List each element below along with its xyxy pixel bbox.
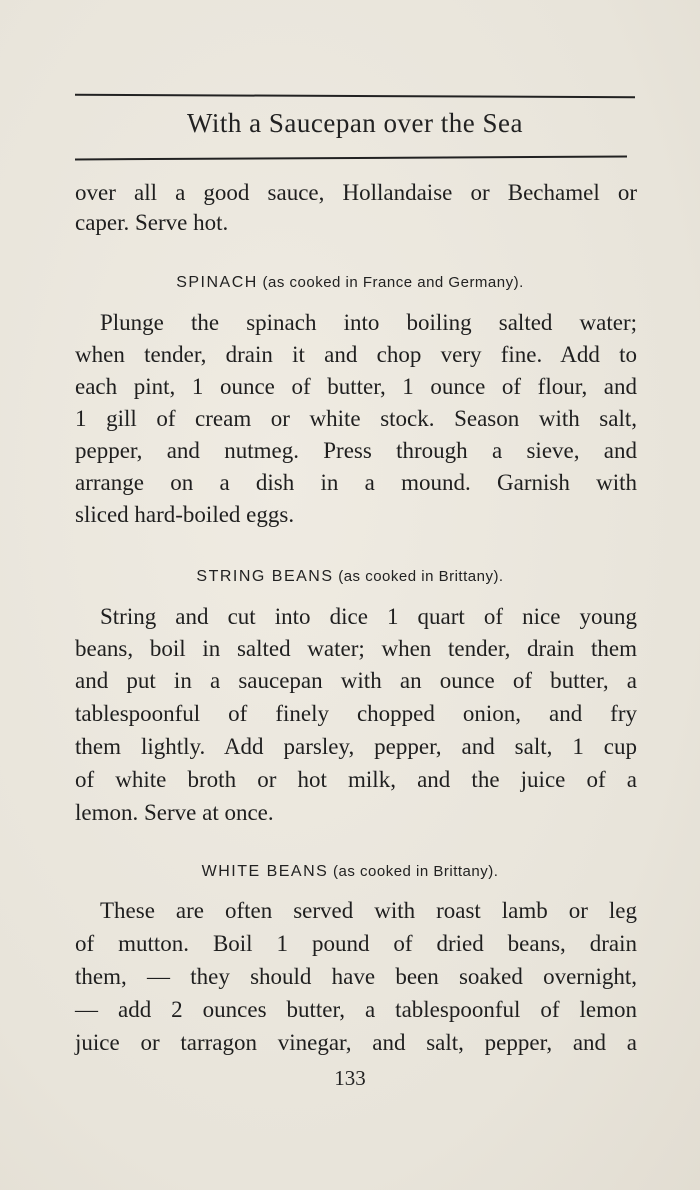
- paragraph-line: lemon. Serve at once.: [75, 800, 274, 825]
- header-rule-bottom: [75, 156, 627, 160]
- section-heading-string-beans: [0, 568, 700, 586]
- paragraph-line: sliced hard-boiled eggs.: [75, 502, 295, 527]
- paragraph-line: them lightly. Add parsley, pepper, and salt, 1 cup: [75, 734, 637, 759]
- running-head: With a Saucepan over the Sea: [186, 108, 524, 138]
- paragraph-line: String and cut into dice 1 quart of nice young: [100, 604, 637, 629]
- continuation-line-2: caper. Serve hot.: [75, 210, 229, 235]
- paragraph-line: Plunge the spinach into boiling salted water;: [100, 310, 637, 335]
- header-rule-top: [75, 94, 635, 98]
- paragraph-line: juice or tarragon vinegar, and salt, pepper, and a: [75, 1030, 637, 1055]
- paragraph-line: each pint, 1 ounce of butter, 1 ounce of flour, and: [75, 374, 637, 399]
- paragraph-line: when tender, drain it and chop very fine. Add to: [75, 342, 637, 367]
- paragraph-line: and put in a saucepan with an ounce of butter, a: [75, 668, 637, 693]
- paragraph-line: of white broth or hot milk, and the juice of a: [75, 767, 637, 792]
- paragraph-line: tablespoonful of finely chopped onion, and fry: [75, 701, 637, 726]
- paragraph-line: — add 2 ounces butter, a tablespoonful of lemon: [75, 997, 637, 1022]
- paragraph-line: These are often served with roast lamb or leg: [100, 898, 637, 923]
- section-title: STRING BEANS: [196, 568, 334, 585]
- section-subtitle: (as cooked in France and Germany).: [262, 274, 524, 291]
- section-subtitle: (as cooked in Brittany).: [338, 568, 504, 585]
- section-subtitle: (as cooked in Brittany).: [333, 863, 499, 880]
- section-heading-white-beans: [0, 863, 700, 881]
- page-number: 133: [334, 1066, 366, 1090]
- section-title: WHITE BEANS: [201, 863, 329, 880]
- paragraph-line: beans, boil in salted water; when tender, drain them: [75, 636, 637, 661]
- continuation-line-1: over all a good sauce, Hollandaise or Bechamel or: [75, 180, 637, 205]
- paragraph-line: arrange on a dish in a mound. Garnish with: [75, 470, 637, 495]
- paragraph-line: of mutton. Boil 1 pound of dried beans, drain: [75, 931, 637, 956]
- section-title: SPINACH: [176, 274, 258, 291]
- paragraph-line: 1 gill of cream or white stock. Season with salt,: [75, 406, 637, 431]
- paragraph-line: them, — they should have been soaked overnight,: [75, 964, 637, 989]
- paragraph-line: pepper, and nutmeg. Press through a sieve, and: [75, 438, 637, 463]
- section-heading-spinach: [0, 274, 700, 292]
